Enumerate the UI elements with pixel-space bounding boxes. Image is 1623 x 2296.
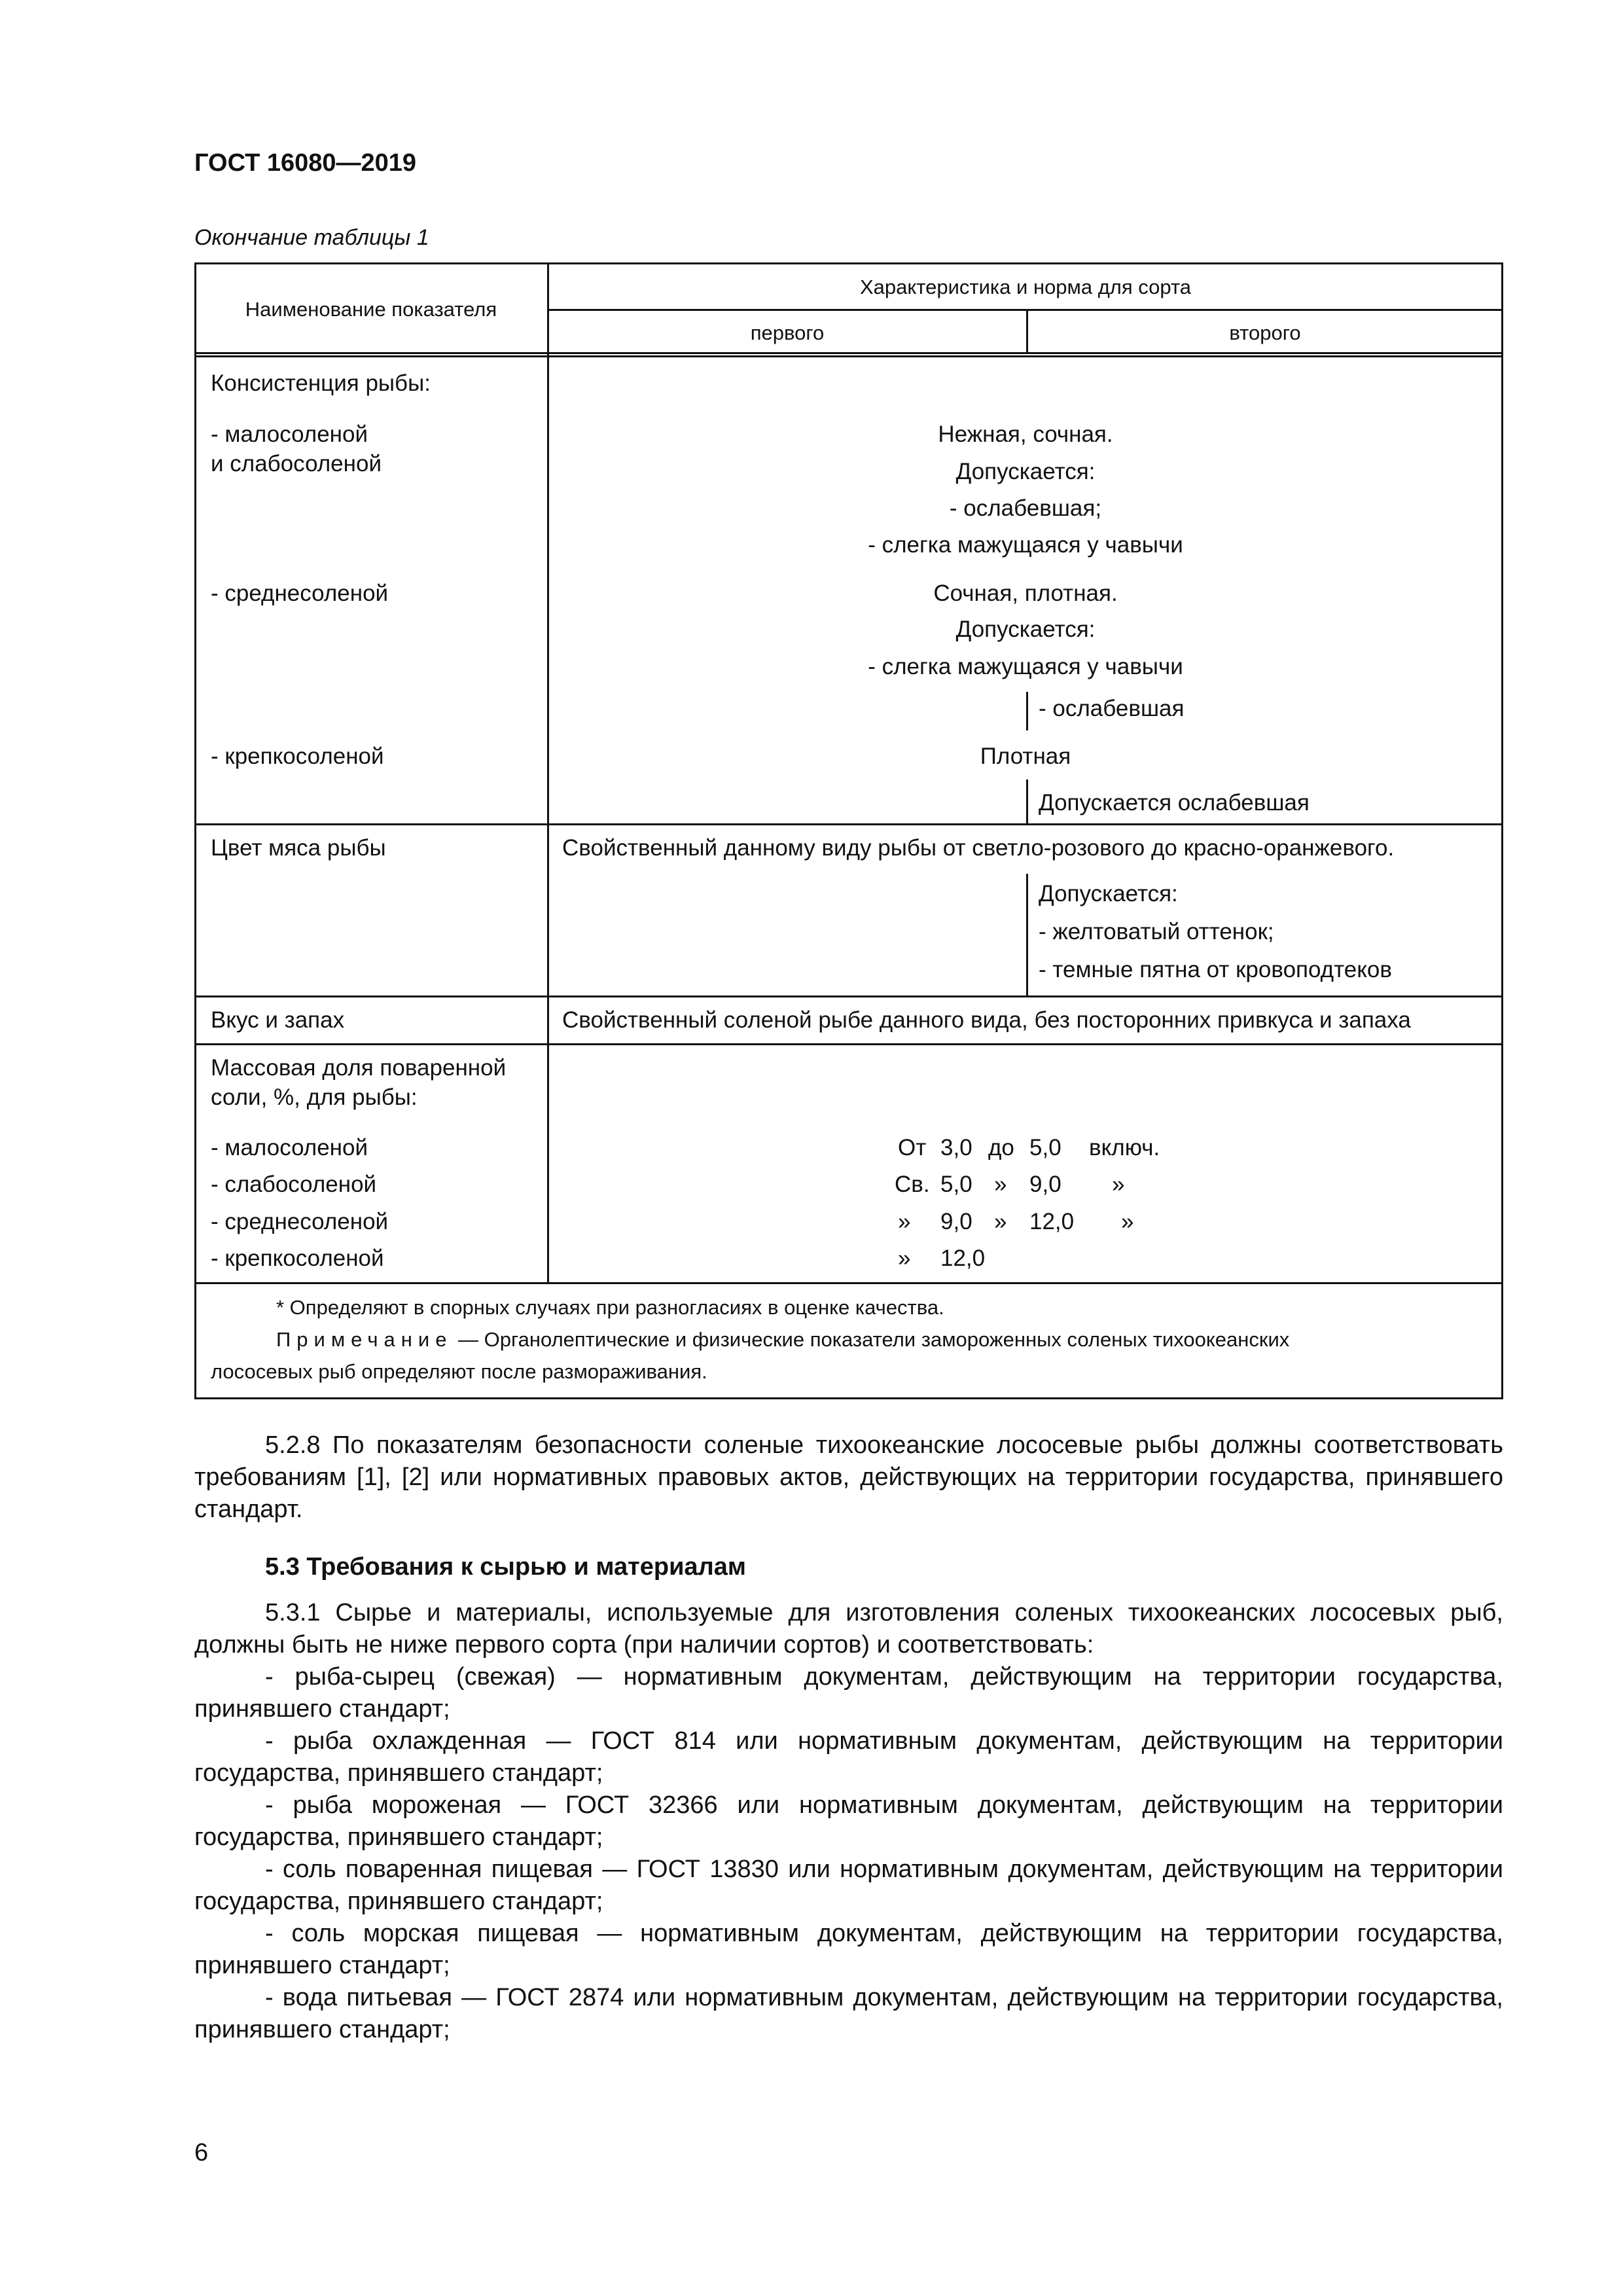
consistency-medium-allowed: Допускается:: [955, 617, 1096, 642]
salt-row-c2: 5,0: [940, 1172, 972, 1197]
color-second-allowed: Допускается:: [1039, 881, 1178, 906]
salt-row-c3: до: [988, 1135, 1014, 1160]
consistency-mild-allowed: Допускается:: [955, 459, 1096, 484]
salt-row-label: - крепкосоленой: [211, 1246, 384, 1271]
salt-row-c4: 12,0: [1029, 1209, 1075, 1234]
salt-row-c2: 12,0: [940, 1246, 986, 1271]
salt-row-c1: »: [898, 1209, 911, 1234]
taste-label: Вкус и запах: [211, 1007, 345, 1033]
table-caption: Окончание таблицы 1: [194, 225, 429, 250]
consistency-strong-desc: Плотная: [980, 744, 1071, 769]
grade-split-color: [1026, 874, 1028, 996]
salt-row-c1: От: [898, 1135, 927, 1160]
consistency-strong-second: Допускается ослабевшая: [1039, 790, 1310, 816]
list-item: - соль поваренная пищевая — ГОСТ 13830 или нормативным документам, действующим на территории государства, принявшего стандарт;: [194, 1856, 1503, 1915]
salt-row-label: - среднесоленой: [211, 1209, 389, 1234]
salt-row-c3: »: [994, 1209, 1007, 1234]
consistency-mild-item: - слегка мажущаяся у чавычи: [868, 532, 1183, 558]
column-header-spec: Характеристика и норма для сорта: [859, 276, 1192, 298]
salt-row-c5: »: [1121, 1209, 1134, 1234]
column-header-name: Наименование показателя: [245, 298, 497, 321]
salt-row-label: - слабосоленой: [211, 1172, 377, 1197]
name-column-divider: [547, 262, 549, 1283]
consistency-mild-desc: Нежная, сочная.: [938, 422, 1113, 447]
row-divider-salt: [194, 1282, 1503, 1284]
list-item: - рыба охлажденная — ГОСТ 814 или нормативным документам, действующим на территории государства, принявшего стандарт;: [194, 1727, 1503, 1787]
salt-row-c1: Св.: [895, 1172, 930, 1197]
color-label: Цвет мяса рыбы: [211, 835, 386, 861]
salt-row-c5: »: [1112, 1172, 1125, 1197]
section-5-3-title: 5.3 Требования к сырью и материалам: [265, 1553, 746, 1581]
salt-row-c5: включ.: [1089, 1135, 1160, 1160]
list-item: - рыба-сырец (свежая) — нормативным документам, действующим на территории государства, принявшего стандарт;: [194, 1663, 1503, 1723]
salt-row-c3: »: [994, 1172, 1007, 1197]
salt-row-c2: 9,0: [940, 1209, 972, 1234]
grade-second-header: второго: [1229, 321, 1301, 344]
salt-row-c4: 9,0: [1029, 1172, 1061, 1197]
table-note-continued: лососевых рыб определяют после размораживания.: [211, 1360, 707, 1383]
consistency-mild-label: - малосоленой: [211, 422, 368, 447]
row-divider-color: [194, 996, 1503, 997]
row-divider-taste: [194, 1043, 1503, 1045]
table-border-bottom: [194, 1397, 1503, 1399]
note-label: Примечание: [276, 1328, 453, 1351]
consistency-mild-label-2: и слабосоленой: [211, 451, 382, 476]
quality-table: [194, 262, 1503, 1399]
consistency-medium-second: - ослабевшая: [1039, 696, 1185, 721]
list-item: - рыба мороженая — ГОСТ 32366 или нормативным документам, действующим на территории государства, принявшего стандарт;: [194, 1791, 1503, 1851]
grade-first-header: первого: [750, 321, 825, 344]
section-5-3-1-body: [194, 1597, 1503, 2046]
list-item: - соль морская пищевая — нормативным документам, действующим на территории государства, принявшего стандарт;: [194, 1920, 1503, 1979]
consistency-strong-label: - крепкосоленой: [211, 744, 384, 769]
consistency-medium-item: - слегка мажущаяся у чавычи: [868, 654, 1183, 679]
salt-label: Массовая доля поваренной: [211, 1055, 507, 1081]
paragraph-5-2-8: 5.2.8 По показателям безопасности соленые тихоокеанские лососевые рыбы должны соответствовать требованиям [1], [2] или нормативных правовых актов, действующих на территории государства, принявшего стандарт.: [194, 1431, 1503, 1523]
row-divider-consistency: [194, 823, 1503, 825]
grade-split-strong: [1026, 780, 1028, 824]
consistency-label: Консистенция рыбы:: [211, 370, 431, 396]
header-divider: [548, 309, 1503, 311]
paragraph-5-3-1: 5.3.1 Сырье и материалы, используемые для изготовления соленых тихоокеанских лососевых рыб, должны быть не ниже первого сорта (при наличии сортов) и соответствовать:: [194, 1599, 1503, 1659]
page-number: 6: [194, 2139, 209, 2166]
table-note: [276, 1329, 1493, 1350]
note-text: — Органолептические и физические показатели замороженных соленых тихоокеанских: [452, 1328, 1290, 1351]
grade-split-medium: [1026, 692, 1028, 730]
salt-row-c1: »: [898, 1246, 911, 1271]
table-border-left: [194, 262, 196, 1399]
list-item: - вода питьевая — ГОСТ 2874 или нормативным документам, действующим на территории государства, принявшего стандарт;: [194, 1984, 1503, 2043]
table-footnote: * Определяют в спорных случаях при разногласиях в оценке качества.: [276, 1296, 944, 1319]
table-border-top: [194, 262, 1503, 264]
salt-row-c4: 5,0: [1029, 1135, 1061, 1160]
salt-label-2: соли, %, для рыбы:: [211, 1085, 418, 1110]
color-desc: Свойственный данному виду рыбы от светло-розового до красно-оранжевого.: [562, 835, 1395, 861]
consistency-mild-item: - ослабевшая;: [949, 495, 1102, 521]
color-second-item: - темные пятна от кровоподтеков: [1039, 957, 1392, 982]
consistency-medium-label: - среднесоленой: [211, 581, 389, 606]
taste-desc: Свойственный соленой рыбе данного вида, без посторонних привкуса и запаха: [562, 1007, 1411, 1033]
color-second-item: - желтоватый оттенок;: [1039, 919, 1274, 944]
header-bottom-line: [194, 352, 1503, 354]
salt-row-c2: 3,0: [940, 1135, 972, 1160]
salt-row-label: - малосоленой: [211, 1135, 368, 1160]
consistency-medium-desc: Сочная, плотная.: [933, 581, 1118, 606]
document-number: ГОСТ 16080—2019: [194, 149, 417, 177]
header-bottom-line-2: [194, 355, 1503, 357]
